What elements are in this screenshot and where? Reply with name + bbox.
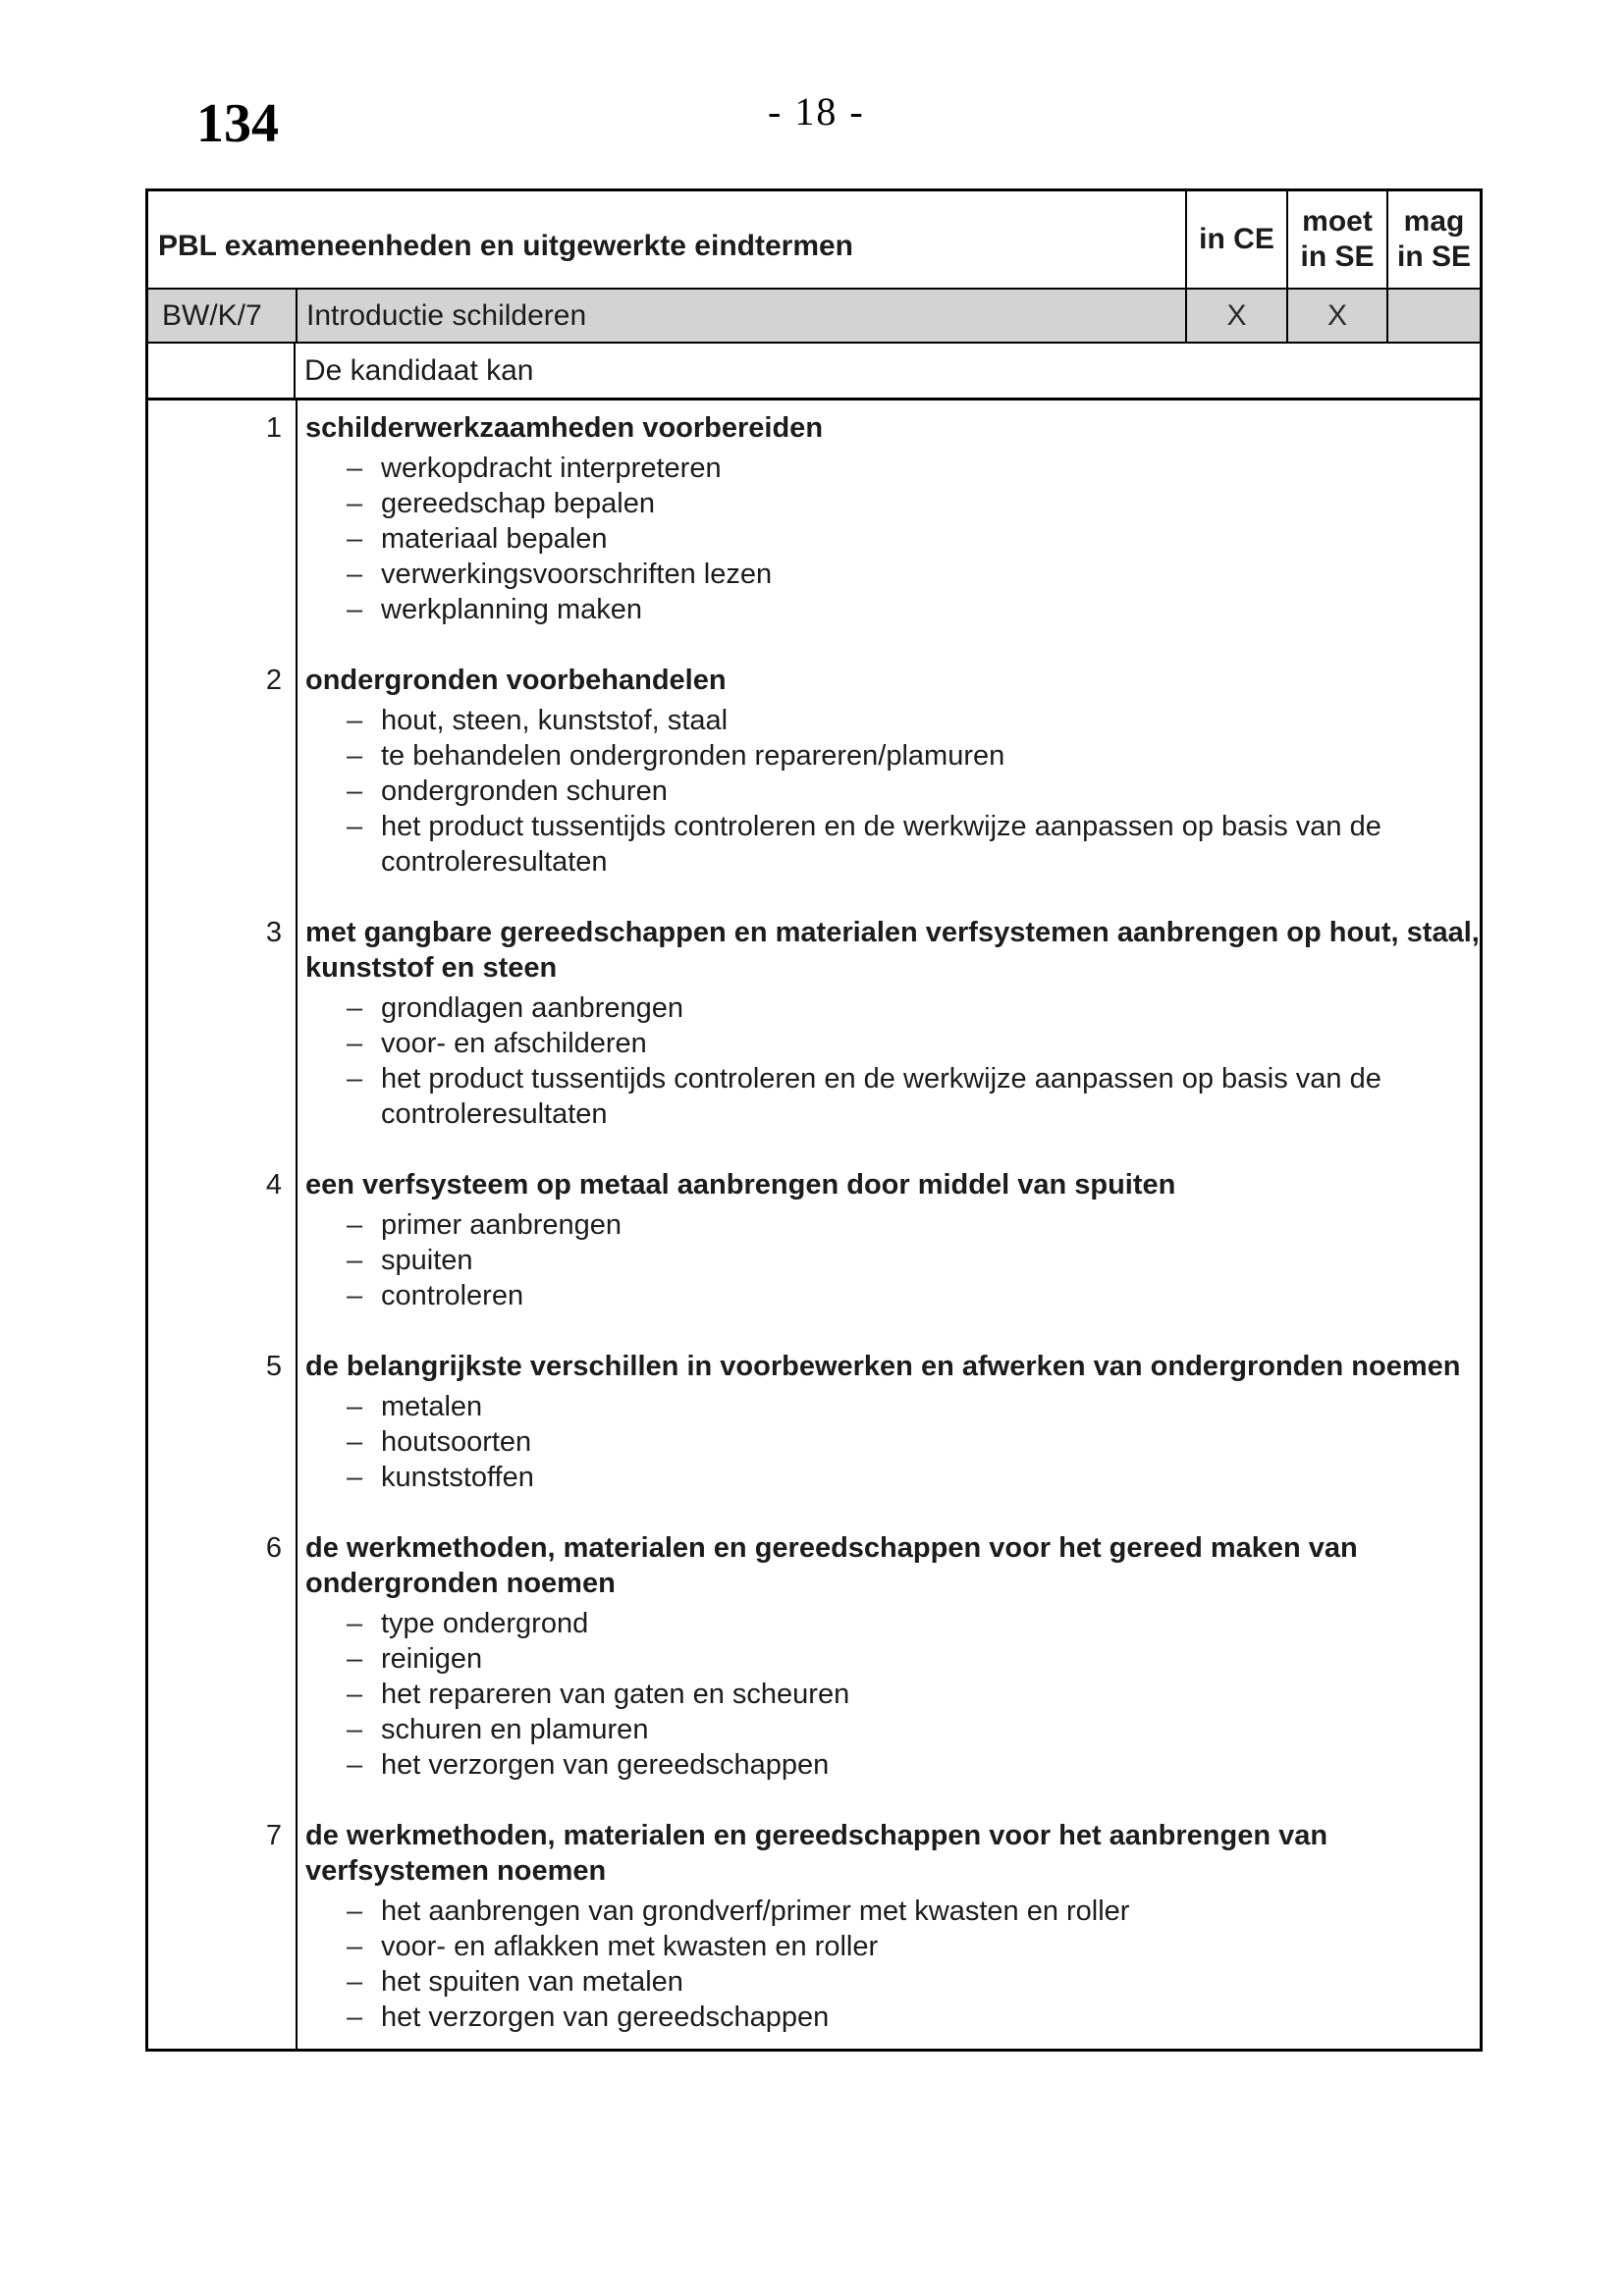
sub-item <box>305 1061 1480 1132</box>
col-header-moet-in-se <box>1286 191 1386 288</box>
sub-item <box>305 1929 1480 1964</box>
sub-item <box>305 451 1480 486</box>
sub-item <box>305 809 1480 880</box>
sub-item <box>305 1243 1480 1278</box>
unit-name: Introductie schilderen <box>296 290 1185 342</box>
page-label: - 18 - <box>768 89 865 133</box>
item-number: 7 <box>265 1820 282 1851</box>
sub-item-line: – grondlagen aanbrengen <box>381 992 683 1024</box>
item-body <box>296 915 1480 1132</box>
item-title <box>305 1167 1480 1202</box>
unit-in-ce-mark: X <box>1185 290 1286 342</box>
item-number: 2 <box>265 665 282 696</box>
exam-item <box>148 1349 1480 1495</box>
sub-item <box>305 1389 1480 1424</box>
sub-item <box>305 1026 1480 1061</box>
sub-item-line: – het aanbrengen van grondverf/primer met kwasten en roller <box>381 1896 1130 1927</box>
sub-item <box>305 1207 1480 1243</box>
exam-item <box>148 915 1480 1132</box>
sub-item <box>305 1747 1480 1783</box>
item-body <box>296 1530 1480 1783</box>
exam-item <box>148 663 1480 880</box>
sub-item-line: – het product tussentijds controleren en de werkwijze aanpassen op basis van de <box>381 811 1381 842</box>
items-area <box>148 400 1480 2049</box>
item-title-line: ondergronden noemen <box>305 1568 616 1599</box>
sub-item-line: – houtsoorten <box>381 1426 532 1458</box>
sub-item <box>305 2000 1480 2035</box>
sub-item-line: – voor- en aflakken met kwasten en roller <box>381 1931 879 1962</box>
col-header-mag-line1: mag <box>1403 205 1465 238</box>
sub-item <box>305 1712 1480 1747</box>
table-header-row <box>148 191 1480 290</box>
sub-item-line: – werkopdracht interpreteren <box>381 453 722 484</box>
item-title <box>305 663 1480 698</box>
sub-item <box>305 774 1480 809</box>
item-number: 6 <box>265 1532 282 1564</box>
exam-item <box>148 1530 1480 1783</box>
unit-moet-se-mark: X <box>1286 290 1386 342</box>
sub-item-line: – gereedschap bepalen <box>381 488 655 519</box>
sub-item-line: – werkplanning maken <box>381 594 642 625</box>
item-number: 3 <box>265 917 282 948</box>
sub-item-line: – het repareren van gaten en scheuren <box>381 1679 850 1710</box>
item-title-line: de werkmethoden, materialen en gereedschappen voor het gereed maken van <box>305 1532 1358 1564</box>
exam-table <box>145 188 1483 2052</box>
sub-item <box>305 557 1480 592</box>
item-title <box>305 1349 1480 1384</box>
col-header-moet-line2: in SE <box>1300 240 1375 273</box>
sub-item-line: – reinigen <box>381 1643 483 1675</box>
sub-item-line: – primer aanbrengen <box>381 1209 623 1241</box>
sub-item <box>305 738 1480 774</box>
sub-item-line: – het verzorgen van gereedschappen <box>381 1749 830 1781</box>
col-header-mag-in-se <box>1386 191 1480 288</box>
item-title <box>305 1530 1480 1601</box>
sub-item-line: – hout, steen, kunststof, staal <box>381 705 729 736</box>
sub-item-line: – spuiten <box>381 1245 473 1276</box>
item-title-line: schilderwerkzaamheden voorbereiden <box>305 412 824 444</box>
item-body <box>296 663 1480 880</box>
sub-item <box>305 1677 1480 1712</box>
sub-item-line: – het verzorgen van gereedschappen <box>381 2002 830 2033</box>
exam-item <box>148 1167 1480 1313</box>
sub-item <box>305 703 1480 738</box>
item-title-line: een verfsysteem op metaal aanbrengen door middel van spuiten <box>305 1169 1176 1201</box>
sub-item-line: controleresultaten <box>381 1098 608 1130</box>
item-title <box>305 410 1480 446</box>
sub-item <box>305 486 1480 521</box>
item-title-line: de werkmethoden, materialen en gereedschappen voor het aanbrengen van <box>305 1820 1328 1851</box>
sub-item-line: – voor- en afschilderen <box>381 1028 647 1059</box>
col-header-in-ce <box>1185 191 1286 288</box>
item-title <box>305 915 1480 986</box>
sub-item-line: – materiaal bepalen <box>381 523 608 555</box>
sub-item-line: – te behandelen ondergronden repareren/plamuren <box>381 740 1005 772</box>
sub-item <box>305 1641 1480 1677</box>
exam-item <box>148 410 1480 627</box>
item-number: 4 <box>265 1169 282 1201</box>
item-title-line: verfsystemen noemen <box>305 1855 607 1887</box>
exam-item <box>148 1818 1480 2035</box>
col-header-in-ce-label: in CE <box>1199 223 1274 255</box>
item-title-line: kunststof en steen <box>305 952 558 984</box>
sub-item-line: controleresultaten <box>381 846 608 878</box>
item-title-line: met gangbare gereedschappen en materialen verfsystemen aanbrengen op hout, staal, <box>305 917 1480 948</box>
sub-item <box>305 1278 1480 1313</box>
sub-item-line: – type ondergrond <box>381 1608 589 1639</box>
sub-item <box>305 1964 1480 2000</box>
unit-row <box>148 290 1480 344</box>
sub-item <box>305 1894 1480 1929</box>
item-body <box>296 1349 1480 1495</box>
sub-item <box>305 1460 1480 1495</box>
sub-item <box>305 521 1480 557</box>
col-header-moet-line1: moet <box>1302 205 1373 238</box>
sub-item-line: – kunststoffen <box>381 1462 534 1493</box>
header-title: PBL exameneenheden en uitgewerkte eindtermen <box>158 230 854 262</box>
sub-item-line: – ondergronden schuren <box>381 775 668 807</box>
sub-item <box>305 1606 1480 1641</box>
candidate-intro-row <box>148 344 1480 400</box>
intro-gutter-cell <box>148 344 296 398</box>
item-body <box>296 1818 1480 2035</box>
sub-item <box>305 990 1480 1026</box>
sub-item-line: – metalen <box>381 1391 483 1422</box>
sub-item-line: – het product tussentijds controleren en de werkwijze aanpassen op basis van de <box>381 1063 1381 1095</box>
item-number: 1 <box>265 412 282 444</box>
sub-item-line: – verwerkingsvoorschriften lezen <box>381 559 773 590</box>
candidate-intro-text: De kandidaat kan <box>304 353 534 387</box>
col-header-mag-line2: in SE <box>1396 240 1471 273</box>
item-body <box>296 410 1480 627</box>
item-title-line: de belangrijkste verschillen in voorbewerken en afwerken van ondergronden noemen <box>305 1351 1461 1382</box>
unit-mag-se-mark <box>1386 290 1480 342</box>
sub-item-line: – schuren en plamuren <box>381 1714 649 1745</box>
unit-code: BW/K/7 <box>162 298 262 332</box>
number-column-divider <box>296 400 298 2049</box>
sub-item-line: – het spuiten van metalen <box>381 1966 683 1998</box>
item-title <box>305 1818 1480 1889</box>
sub-item-line: – controleren <box>381 1280 524 1311</box>
item-title-line: ondergronden voorbehandelen <box>305 665 727 696</box>
item-number: 5 <box>265 1351 282 1382</box>
item-body <box>296 1167 1480 1313</box>
sub-item <box>305 1424 1480 1460</box>
page-number-stamp: 134 <box>196 93 279 154</box>
sub-item <box>305 592 1480 627</box>
